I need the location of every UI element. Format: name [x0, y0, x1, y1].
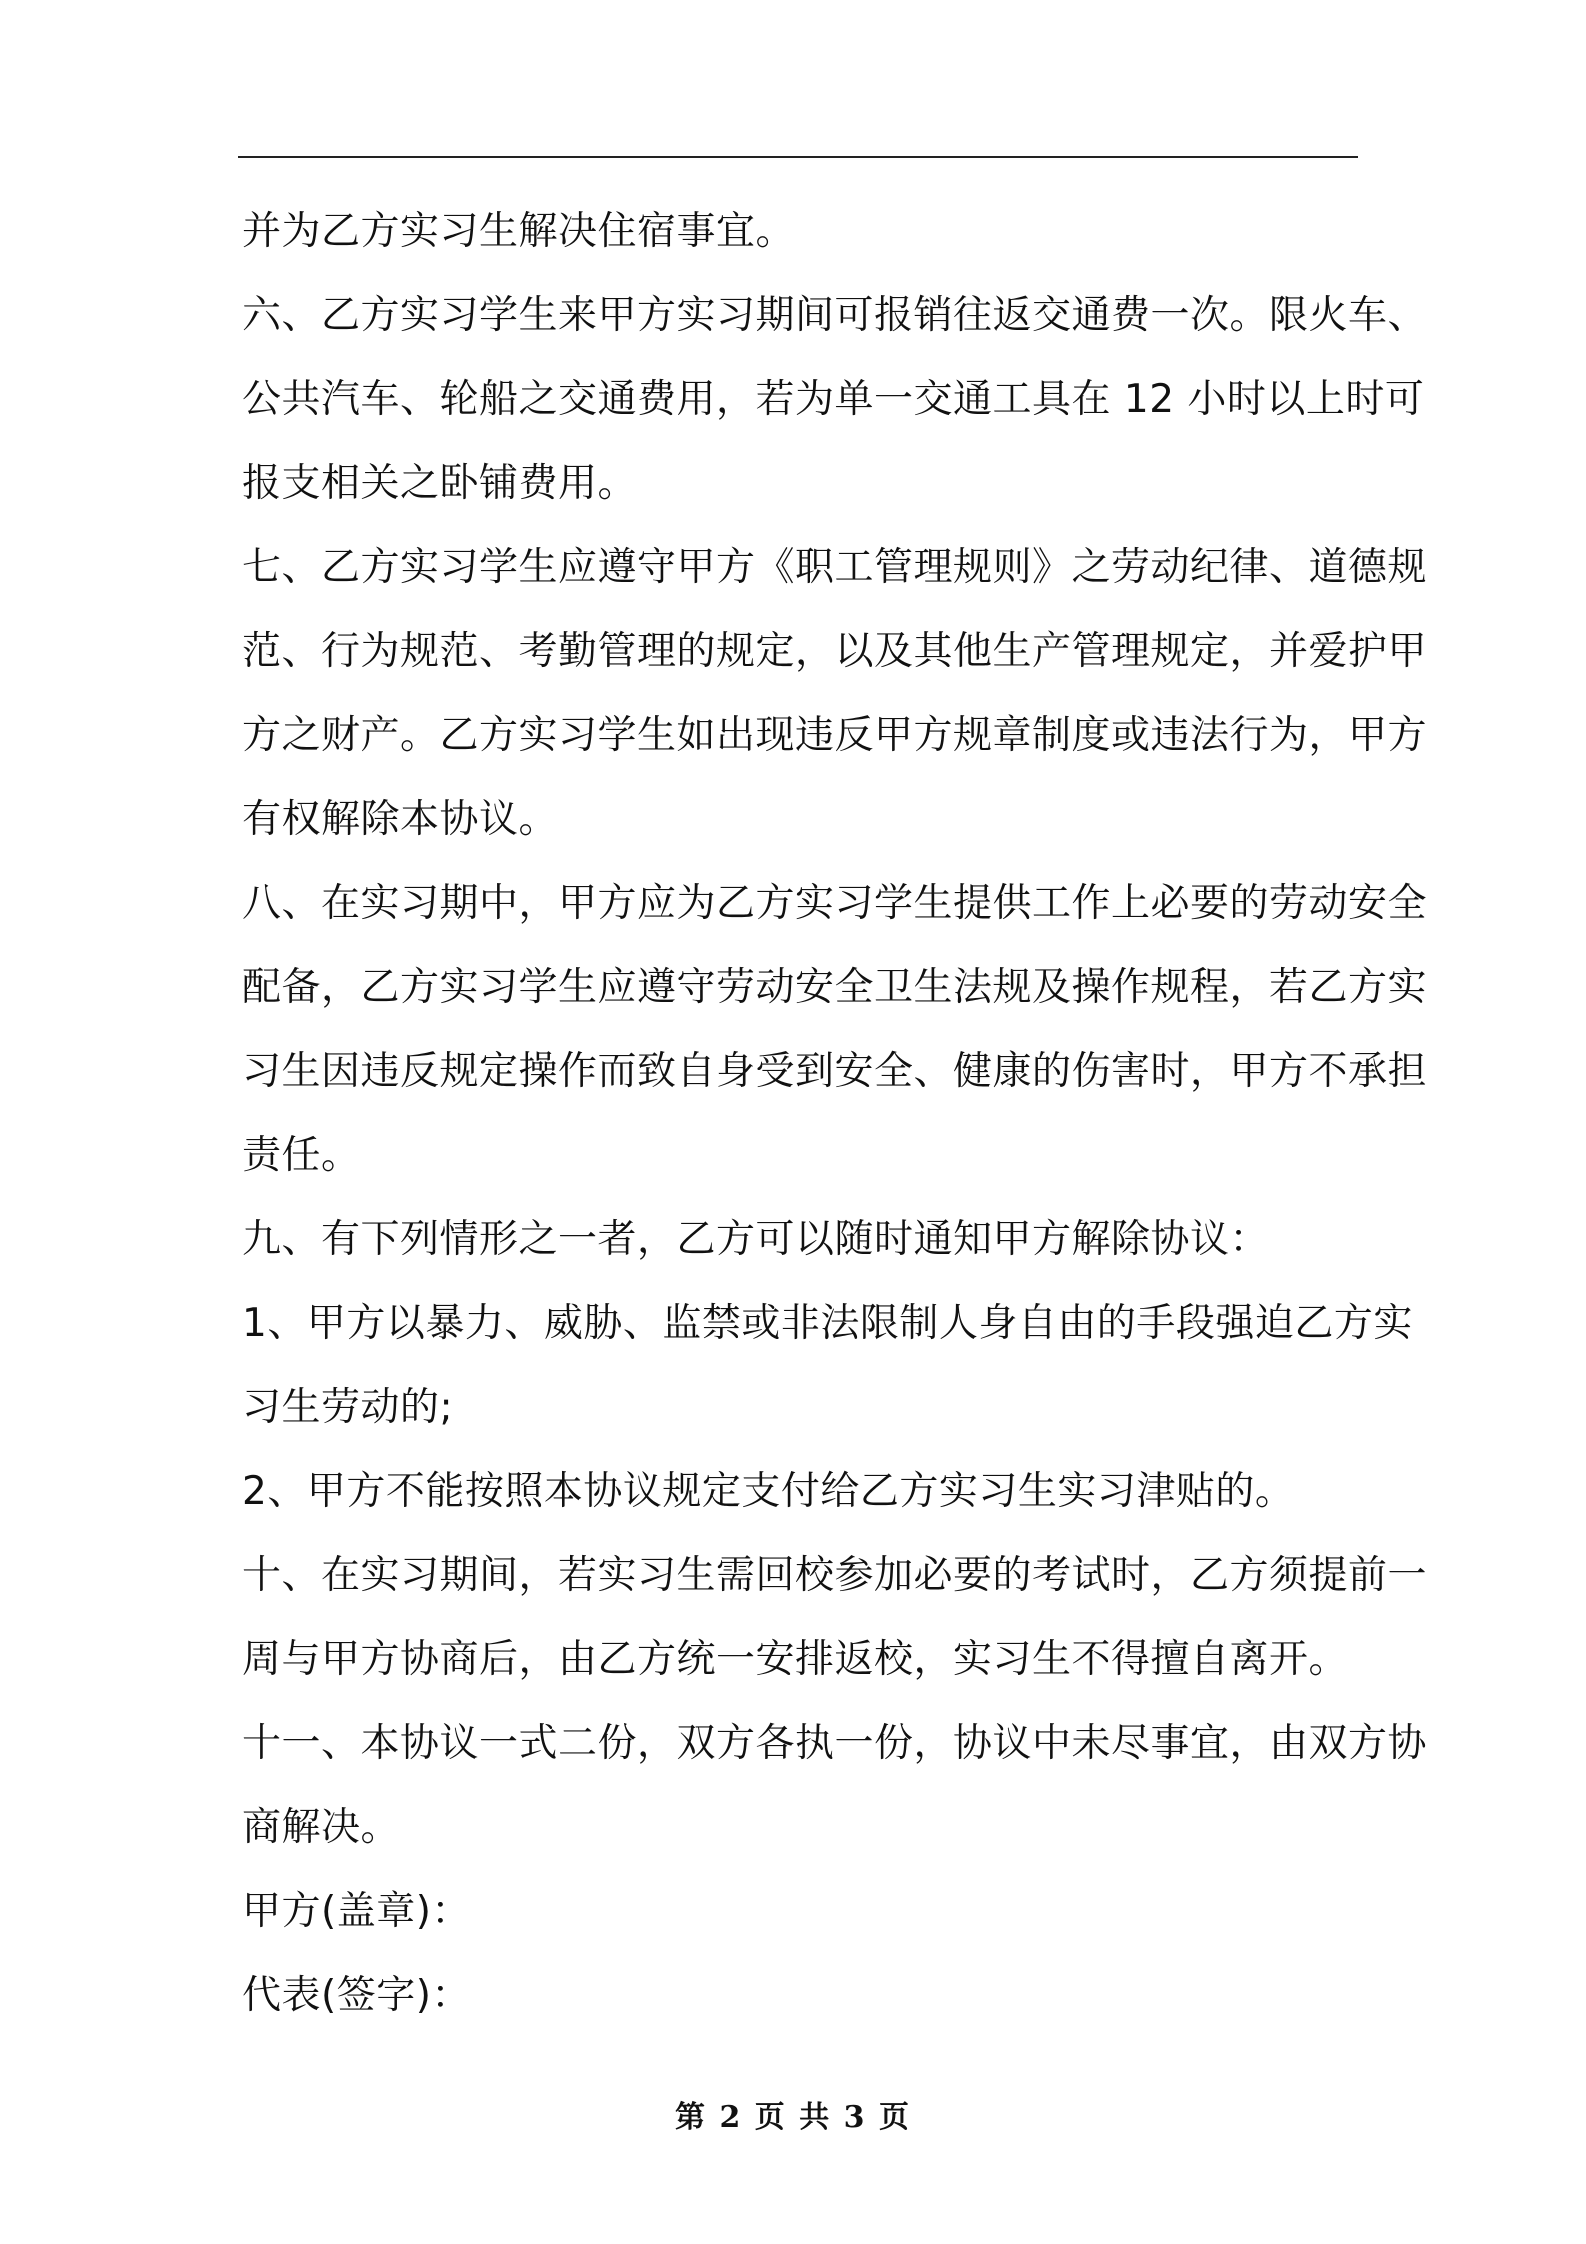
- page-number: 第 2 页 共 3 页: [675, 2100, 911, 2135]
- party-a-seal-line: 甲方(盖章)：: [242, 1889, 471, 1934]
- text-line: 公共汽车、轮船之交通费用，若为单一交通工具在 12 小时以上时可: [242, 377, 1425, 422]
- text-line: 有权解除本协议。: [242, 797, 559, 842]
- text-line: 习生因违反规定操作而致自身受到安全、健康的伤害时，甲方不承担: [242, 1049, 1428, 1094]
- text-line: 六、乙方实习学生来甲方实习期间可报销往返交通费一次。限火车、: [242, 293, 1428, 338]
- header-rule: [238, 156, 1358, 158]
- text-line: 十一、本协议一式二份，双方各执一份，协议中未尽事宜，由双方协: [242, 1721, 1428, 1766]
- text-line: 范、行为规范、考勤管理的规定，以及其他生产管理规定，并爱护甲: [242, 629, 1428, 674]
- text-line: 十、在实习期间，若实习生需回校参加必要的考试时，乙方须提前一: [242, 1553, 1428, 1598]
- representative-signature-line: 代表(签字)：: [242, 1973, 471, 2018]
- text-line: 习生劳动的;: [242, 1385, 454, 1430]
- text-line: 1、甲方以暴力、威胁、监禁或非法限制人身自由的手段强迫乙方实: [242, 1301, 1413, 1346]
- text-line: 九、有下列情形之一者，乙方可以随时通知甲方解除协议：: [242, 1217, 1270, 1262]
- text-line: 2、甲方不能按照本协议规定支付给乙方实习生实习津贴的。: [242, 1469, 1295, 1514]
- text-line: 并为乙方实习生解决住宿事宜。: [242, 209, 796, 254]
- text-line: 商解决。: [242, 1805, 401, 1850]
- text-line: 报支相关之卧铺费用。: [242, 461, 638, 506]
- text-line: 七、乙方实习学生应遵守甲方《职工管理规则》之劳动纪律、道德规: [242, 545, 1428, 590]
- text-line: 责任。: [242, 1133, 361, 1178]
- text-line: 配备，乙方实习学生应遵守劳动安全卫生法规及操作规程，若乙方实: [242, 965, 1428, 1010]
- text-line: 八、在实习期中，甲方应为乙方实习学生提供工作上必要的劳动安全: [242, 881, 1428, 926]
- document-body: [242, 190, 1428, 2038]
- text-line: 周与甲方协商后，由乙方统一安排返校，实习生不得擅自离开。: [242, 1637, 1349, 1682]
- text-line: 方之财产。乙方实习学生如出现违反甲方规章制度或违法行为，甲方: [242, 713, 1428, 758]
